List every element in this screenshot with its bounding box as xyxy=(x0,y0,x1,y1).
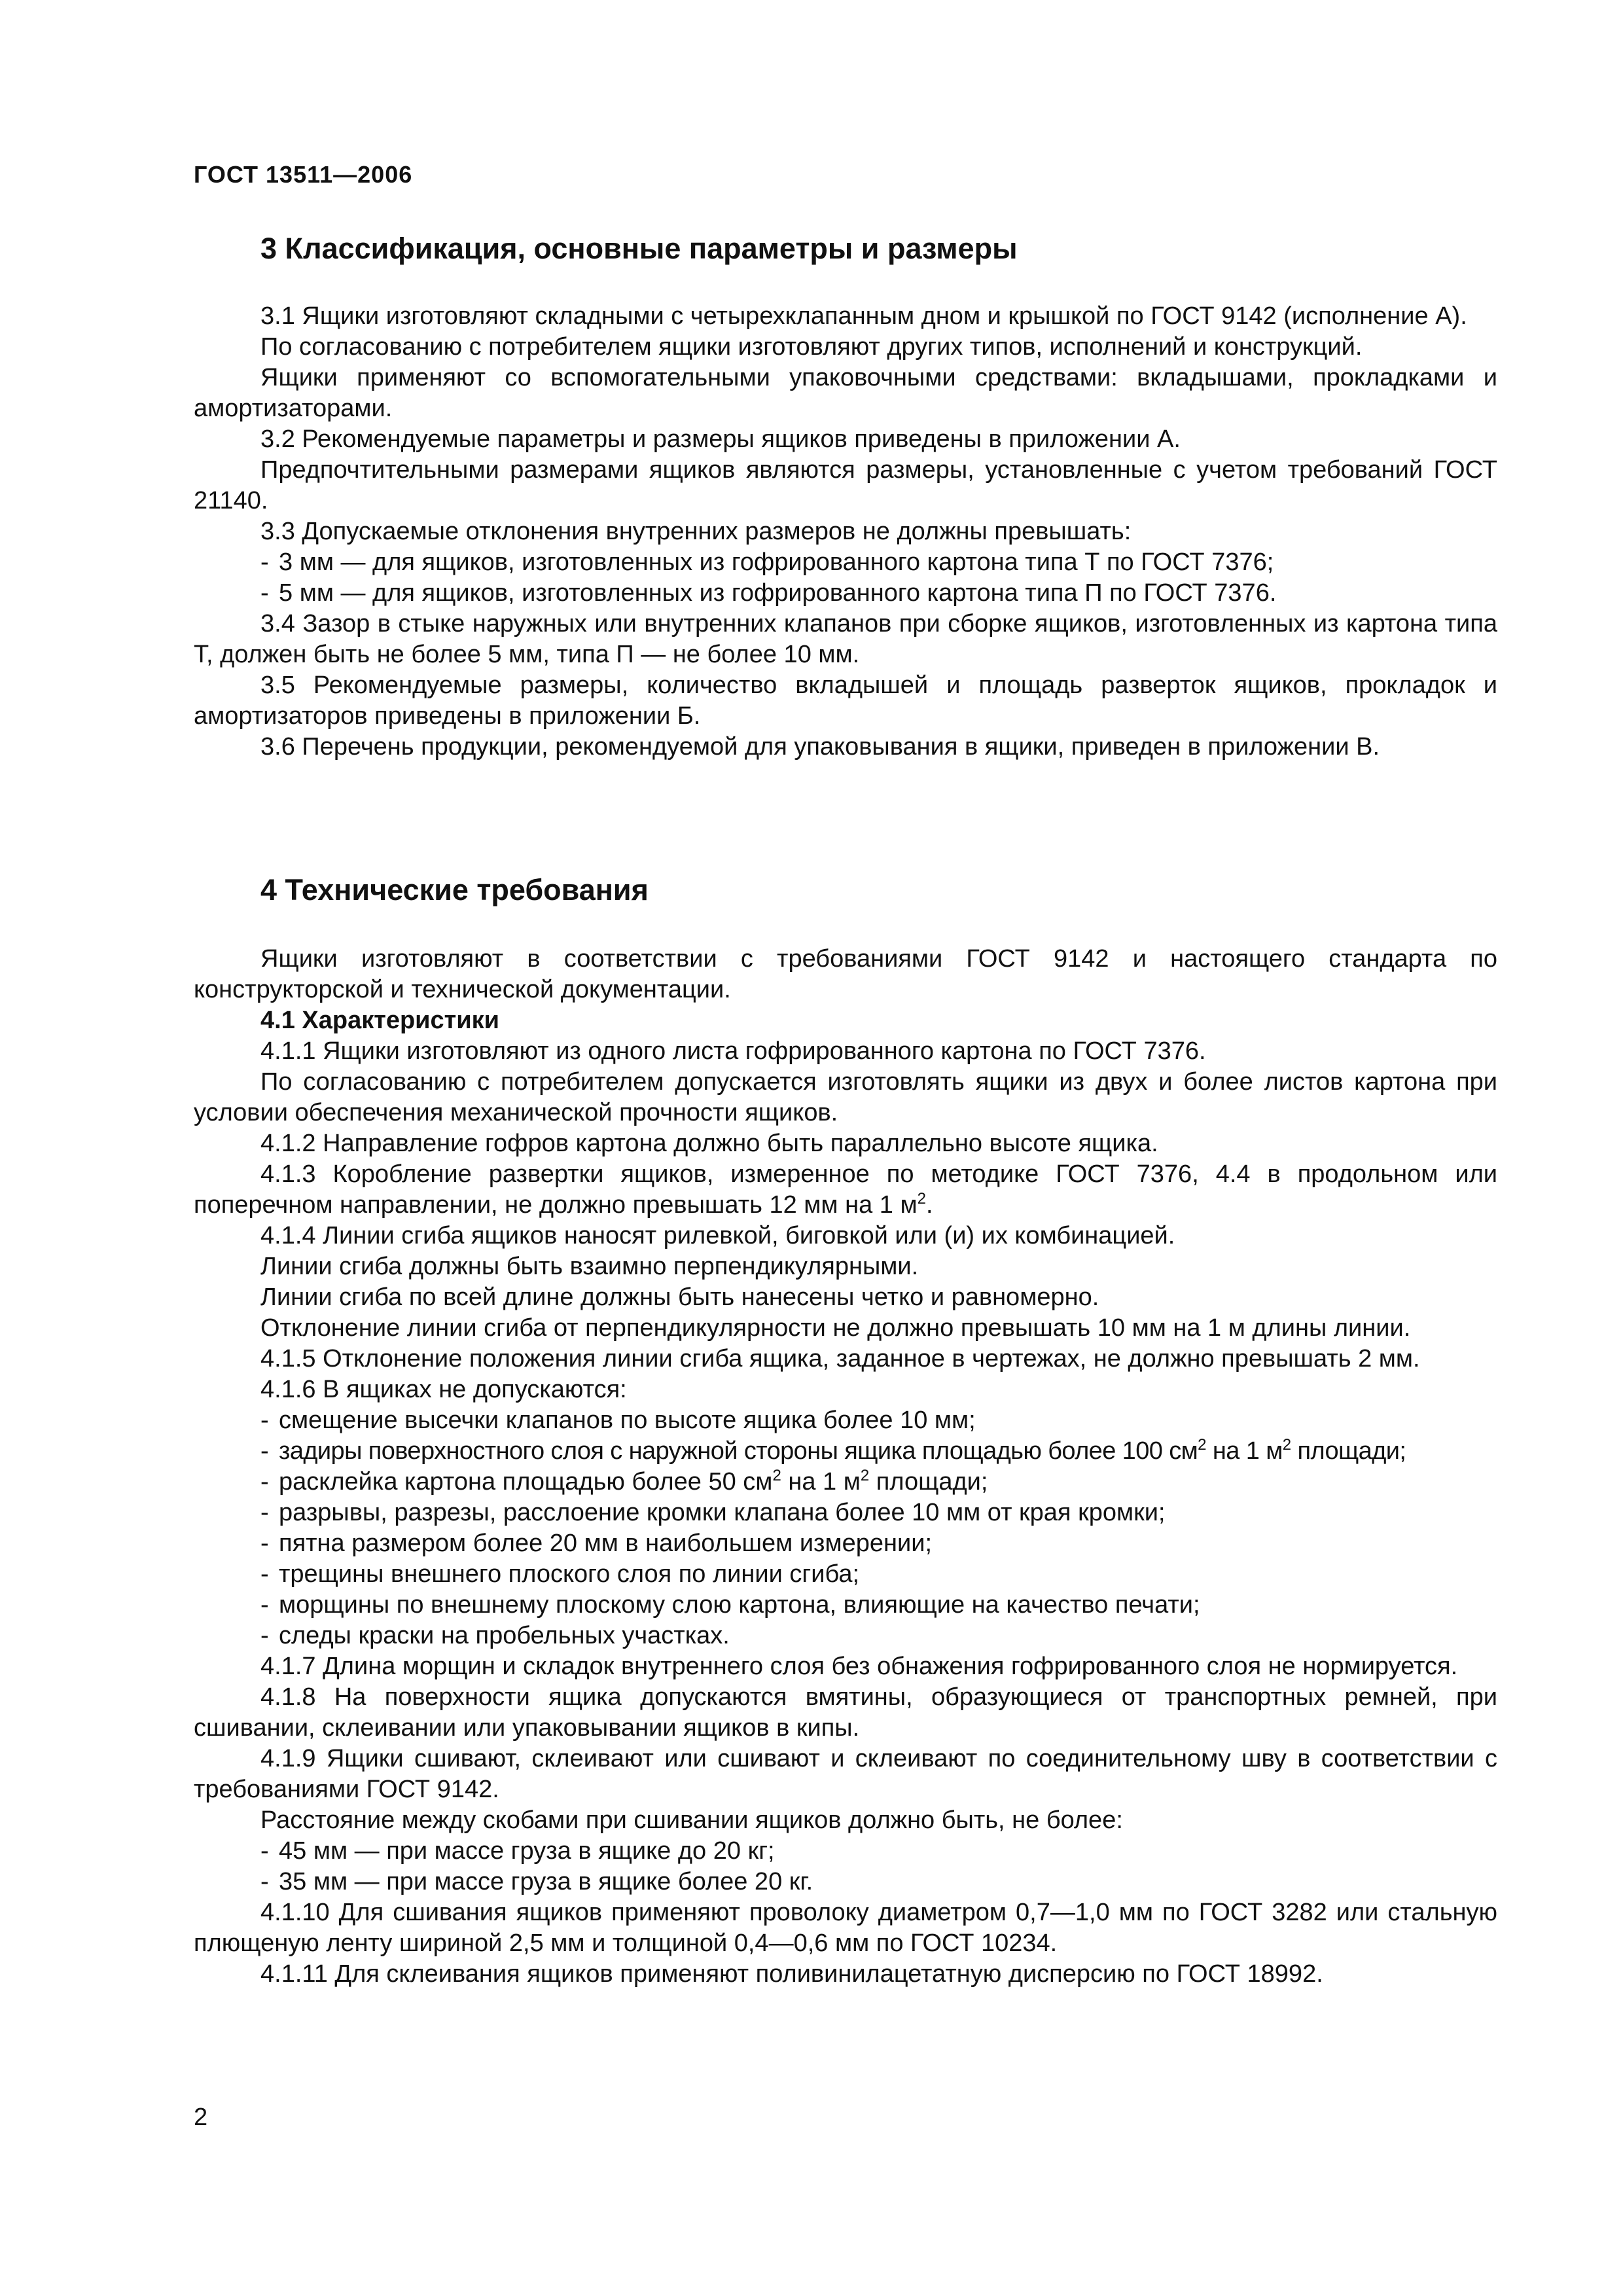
paragraph-4-1-6: 4.1.6 В ящиках не допускаются: xyxy=(260,1376,627,1403)
list-item: - 35 мм — при массе груза в ящике более 20 кг. xyxy=(260,1868,813,1895)
section-3-title: 3 Классификация, основные параметры и размеры xyxy=(260,232,1018,265)
paragraph: По согласованию с потребителем допускается изготовлять ящики из двух и более листов картона при условии обеспечения механической прочности ящиков. xyxy=(194,1068,1497,1126)
paragraph-3-1: 3.1 Ящики изготовляют складными с четырехклапанным дном и крышкой по ГОСТ 9142 (исполнение А). xyxy=(260,302,1467,330)
list-item: - 3 мм — для ящиков, изготовленных из гофрированного картона типа Т по ГОСТ 7376; xyxy=(260,548,1274,576)
paragraph-4-1-7: 4.1.7 Длина морщин и складок внутреннего слоя без обнажения гофрированного слоя не нормируется. xyxy=(260,1653,1458,1680)
section-4-body xyxy=(194,944,1497,1990)
list-item: - смещение высечки клапанов по высоте ящика более 10 мм; xyxy=(260,1407,976,1434)
list-item: - морщины по внешнему плоскому слою картона, влияющие на качество печати; xyxy=(260,1591,1200,1619)
list-item: - расклейка картона площадью более 50 $см^2$ на 1 $м^2$ площади; xyxy=(260,1467,988,1496)
paragraph: Расстояние между скобами при сшивании ящиков должно быть, не более: xyxy=(260,1806,1123,1834)
paragraph-4-1-11: 4.1.11 Для склеивания ящиков применяют поливинилацетатную дисперсию по ГОСТ 18992. xyxy=(260,1960,1323,1988)
list-item: - трещины внешнего плоского слоя по линии сгиба; xyxy=(260,1560,860,1588)
paragraph: Предпочтительными размерами ящиков являются размеры, установленные с учетом требований ГОСТ 21140. xyxy=(194,456,1497,514)
document-header: ГОСТ 13511—2006 xyxy=(194,161,413,188)
list-item: - следы краски на пробельных участках. xyxy=(260,1622,730,1649)
paragraph: Отклонение линии сгиба от перпендикулярности не должно превышать 10 мм на 1 м длины линии. xyxy=(260,1314,1411,1342)
section-4-intro: Ящики изготовляют в соответствии с требованиями ГОСТ 9142 и настоящего стандарта по конструкторской и технической документации. xyxy=(194,945,1497,1003)
list-item: - задиры поверхностного слоя с наружной стороны ящика площадью более 100 $см^2$ на 1 $м^2$ площади; xyxy=(260,1436,1406,1465)
paragraph-3-3: 3.3 Допускаемые отклонения внутренних размеров не должны превышать: xyxy=(260,518,1132,545)
paragraph-4-1-3: 4.1.3 Коробление развертки ящиков, измеренное по методике ГОСТ 7376, 4.4 в продольном или поперечном направлении, не должно превышать 12 мм на 1 $м^2$. xyxy=(194,1160,1497,1219)
paragraph-4-1-1: 4.1.1 Ящики изготовляют из одного листа гофрированного картона по ГОСТ 7376. xyxy=(260,1037,1206,1065)
list-item: - пятна размером более 20 мм в наибольшем измерении; xyxy=(260,1530,933,1557)
page-number: 2 xyxy=(194,2104,208,2131)
paragraph-4-1-4: 4.1.4 Линии сгиба ящиков наносят рилевкой, биговкой или (и) их комбинацией. xyxy=(260,1222,1175,1249)
paragraph-3-6: 3.6 Перечень продукции, рекомендуемой для упаковывания в ящики, приведен в приложении В. xyxy=(260,733,1380,761)
paragraph: Линии сгиба по всей длине должны быть нанесены четко и равномерно. xyxy=(260,1283,1099,1311)
paragraph-4-1-10: 4.1.10 Для сшивания ящиков применяют проволоку диаметром 0,7—1,0 мм по ГОСТ 3282 или стальную плющеную ленту шириной 2,5 мм и толщиной 0,4—0,6 мм по ГОСТ 10234. xyxy=(194,1899,1497,1957)
paragraph: По согласованию с потребителем ящики изготовляют других типов, исполнений и конструкций. xyxy=(260,333,1363,361)
paragraph: Ящики применяют со вспомогательными упаковочными средствами: вкладышами, прокладками и амортизаторами. xyxy=(194,364,1497,422)
section-4-title: 4 Технические требования xyxy=(260,873,649,906)
paragraph-4-1-2: 4.1.2 Направление гофров картона должно быть параллельно высоте ящика. xyxy=(260,1130,1158,1157)
paragraph-4-1-5: 4.1.5 Отклонение положения линии сгиба ящика, заданное в чертежах, не должно превышать 2 мм. xyxy=(260,1345,1420,1372)
paragraph-3-5: 3.5 Рекомендуемые размеры, количество вкладышей и площадь разверток ящиков, прокладок и амортизаторов приведены в приложении Б. xyxy=(194,672,1497,730)
paragraph-4-1-8: 4.1.8 На поверхности ящика допускаются вмятины, образующиеся от транспортных ремней, при сшивании, склеивании или упаковывании ящиков в кипы. xyxy=(194,1683,1497,1742)
paragraph-3-2: 3.2 Рекомендуемые параметры и размеры ящиков приведены в приложении А. xyxy=(260,425,1181,453)
subsection-4-1-title: 4.1 Характеристики xyxy=(260,1007,500,1034)
section-3-body xyxy=(194,301,1497,762)
list-item: - разрывы, разрезы, расслоение кромки клапана более 10 мм от края кромки; xyxy=(260,1499,1166,1526)
paragraph-3-4: 3.4 Зазор в стыке наружных или внутренних клапанов при сборке ящиков, изготовленных из картона типа Т, должен быть не более 5 мм, типа П — не более 10 мм. xyxy=(194,610,1497,668)
list-item: - 5 мм — для ящиков, изготовленных из гофрированного картона типа П по ГОСТ 7376. xyxy=(260,579,1277,607)
paragraph-4-1-9: 4.1.9 Ящики сшивают, склеивают или сшивают и склеивают по соединительному шву в соответствии с требованиями ГОСТ 9142. xyxy=(194,1745,1497,1803)
list-item: - 45 мм — при массе груза в ящике до 20 кг; xyxy=(260,1837,775,1865)
paragraph: Линии сгиба должны быть взаимно перпендикулярными. xyxy=(260,1253,919,1280)
